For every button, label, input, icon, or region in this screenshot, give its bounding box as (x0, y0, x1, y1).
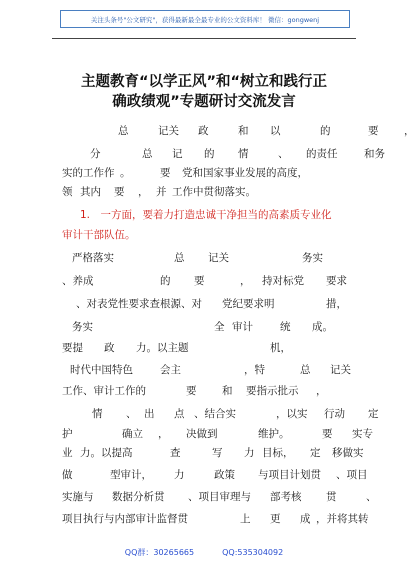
text-fragment: 务实 (72, 321, 93, 333)
text-fragment: 党和国家事业发展的高度， (182, 167, 308, 179)
section-heading-line-2: 审计干部队伍。 (62, 229, 136, 241)
text-fragment: 力 (244, 447, 255, 459)
text-fragment: 定 (310, 447, 321, 459)
text-fragment: 要求 (326, 275, 347, 287)
text-fragment: 要 (322, 428, 333, 440)
text-fragment: 数据分析贯 (112, 491, 165, 503)
text-fragment: 记关 (158, 125, 179, 137)
text-fragment: 实的工作作 (62, 167, 115, 179)
footer-contact (0, 547, 408, 558)
text-fragment: 、项目审理与 (188, 491, 251, 503)
text-fragment: 措， (326, 298, 347, 310)
text-fragment: 、养成 (62, 275, 94, 287)
text-fragment: 要提 (62, 342, 83, 354)
text-fragment: ， (138, 186, 149, 198)
text-fragment: 和 (238, 125, 249, 137)
paragraph-line (62, 339, 352, 357)
text-fragment: ，特 (244, 364, 265, 376)
paragraph-line (62, 466, 368, 484)
text-fragment: 定 (368, 408, 379, 420)
text-fragment: ， (316, 385, 327, 397)
text-fragment: 总 (142, 148, 153, 160)
text-fragment: ，并将其转 (316, 513, 369, 525)
text-fragment: 实施与 (62, 491, 94, 503)
text-fragment: 和务 (364, 148, 385, 160)
text-fragment: 要指示批示 (246, 385, 299, 397)
text-fragment: 会主 (160, 364, 181, 376)
text-fragment: 移做实 (332, 447, 364, 459)
text-fragment: 总 (300, 364, 311, 376)
text-fragment: 要 (114, 186, 125, 198)
text-fragment: 成。 (312, 321, 333, 333)
text-fragment: 全 (214, 321, 225, 333)
header-divider (52, 38, 356, 39)
paragraph-line (62, 272, 352, 290)
text-fragment: 政 (104, 342, 115, 354)
text-fragment: 贯 (326, 491, 337, 503)
text-fragment: 时代中国特色 (70, 364, 133, 376)
paragraph-line (62, 145, 385, 163)
text-fragment: 做 (62, 469, 73, 481)
text-fragment: 项目执行与内部审计监督贯 (62, 513, 188, 525)
paragraph-line (62, 510, 369, 528)
text-fragment: 部考核 (270, 491, 302, 503)
paragraph-line (62, 425, 373, 443)
text-fragment: 力 (174, 469, 185, 481)
text-fragment: 领 (62, 186, 73, 198)
paragraph-line (62, 382, 352, 400)
paragraph-line (62, 488, 377, 506)
text-fragment: 维护。 (258, 428, 290, 440)
paragraph-line (62, 295, 352, 313)
text-fragment: 工作、审计工作的 (62, 385, 146, 397)
paragraph-line (62, 249, 352, 267)
text-fragment: 记关 (208, 252, 229, 264)
text-fragment: 要 (368, 125, 379, 137)
paragraph-line (62, 122, 415, 140)
paragraph-line (62, 361, 352, 379)
section-heading-line-1: 1. 一方面，要着力打造忠诚干净担当的高素质专业化 (80, 209, 332, 221)
text-fragment: 型审计， (110, 469, 152, 481)
text-fragment: 行动 (324, 408, 345, 420)
text-fragment: 务实 (302, 252, 323, 264)
text-fragment: 上 (240, 513, 251, 525)
text-fragment: 与项目计划贯 (258, 469, 321, 481)
document-title-line-1: 主题教育“以学正风”和“树立和践行正 (80, 74, 328, 90)
text-fragment: 总 (118, 125, 129, 137)
text-fragment: 情 (238, 148, 249, 160)
text-fragment: 分 (90, 148, 101, 160)
text-fragment: 的 (320, 125, 331, 137)
text-fragment: 更 (270, 513, 281, 525)
text-fragment: 力。以提高 (80, 447, 133, 459)
paragraph-line (62, 444, 364, 462)
text-fragment: 政策 (214, 469, 235, 481)
text-fragment: 情 (92, 408, 103, 420)
text-fragment: 查 (170, 447, 181, 459)
text-fragment: 确立 (122, 428, 143, 440)
text-fragment: 要 (186, 385, 197, 397)
text-fragment: 记关 (330, 364, 351, 376)
text-fragment: ， (158, 428, 169, 440)
paragraph-line (62, 405, 379, 423)
text-fragment: 党纪要求明 (222, 298, 275, 310)
paragraph-line (62, 183, 352, 201)
text-fragment: 其内 (80, 186, 101, 198)
text-fragment: 护 (62, 428, 73, 440)
text-fragment: 目标， (262, 447, 294, 459)
text-fragment: 实专 (352, 428, 373, 440)
text-fragment: 点 (174, 408, 185, 420)
text-fragment: 、 (366, 491, 377, 503)
header-banner: 关注头条号"公文研究"，获得最新最全最专业的公文资料库！ 微信：gongwenj (60, 10, 350, 28)
text-fragment: 要 (194, 275, 205, 287)
text-fragment: 、对表党性要求查根源、对 (76, 298, 202, 310)
text-fragment: 严格落实 (72, 252, 114, 264)
text-fragment: 业 (62, 447, 73, 459)
text-fragment: 以 (270, 125, 281, 137)
text-fragment: 统 (280, 321, 291, 333)
text-fragment: 、 (278, 148, 289, 160)
text-fragment: 工作中贯彻落实。 (172, 186, 256, 198)
text-fragment: ，以实 (276, 408, 308, 420)
footer-qq: QQ:535304092 (222, 548, 284, 557)
text-fragment: 出 (144, 408, 155, 420)
document-title-line-2: 确政绩观”专题研讨交流发言 (112, 94, 296, 110)
text-fragment: 的 (160, 275, 171, 287)
text-fragment: 记 (172, 148, 183, 160)
text-fragment: 写 (212, 447, 223, 459)
text-fragment: 持对标党 (262, 275, 304, 287)
text-fragment: 、 (126, 408, 137, 420)
text-fragment: 。 (120, 167, 131, 179)
paragraph-line (62, 164, 352, 182)
text-fragment: 政 (198, 125, 209, 137)
footer-qq-group: QQ群：30265665 (124, 548, 195, 557)
text-fragment: 决做到 (186, 428, 218, 440)
text-fragment: 、项目 (336, 469, 368, 481)
text-fragment: 并 (156, 186, 167, 198)
text-fragment: 要 (160, 167, 171, 179)
text-fragment: 和 (222, 385, 233, 397)
text-fragment: 审计 (232, 321, 253, 333)
text-fragment: 机， (270, 342, 291, 354)
text-fragment: 成 (300, 513, 311, 525)
text-fragment: 、结合实 (194, 408, 236, 420)
text-fragment: ， (404, 125, 415, 137)
text-fragment: 总 (174, 252, 185, 264)
text-fragment: 力。以主题 (136, 342, 189, 354)
text-fragment: 的责任 (306, 148, 338, 160)
text-fragment: 的 (204, 148, 215, 160)
paragraph-line (62, 318, 352, 336)
text-fragment: ， (240, 275, 251, 287)
